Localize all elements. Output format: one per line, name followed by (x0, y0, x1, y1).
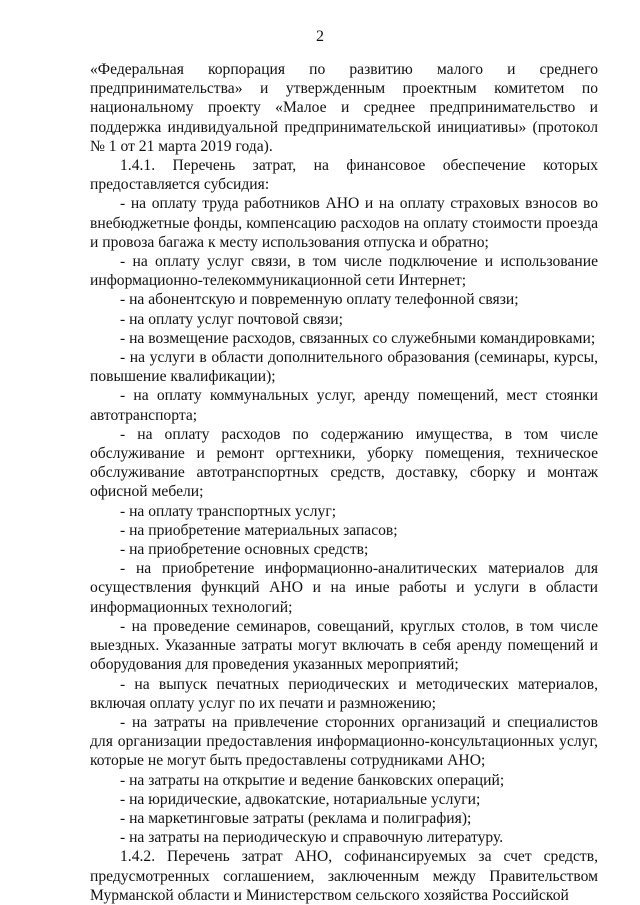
paragraph-1-4-2: 1.4.2. Перечень затрат АНО, софинансируемых за счет средств, предусмотренных соглашением, заключенным между Правительством Мурманской области и Министерством сельского хозяйства Российской (90, 848, 598, 904)
list-item: - на оплату коммунальных услуг, аренду помещений, мест стоянки автотранспорта; (90, 387, 598, 424)
list-item: - на маркетинговые затраты (реклама и полиграфия); (120, 809, 472, 827)
list-item: - на оплату услуг почтовой связи; (120, 310, 343, 328)
list-item: - на абонентскую и повременную оплату телефонной связи; (120, 291, 519, 309)
list-item: - на возмещение расходов, связанных со служебными командировками; (120, 329, 596, 347)
list-item: - на проведение семинаров, совещаний, круглых столов, в том числе выездных. Указанные затраты могут включать в себя аренду помещений и оборудования для проведения указанных мероприятий; (90, 617, 598, 674)
list-item: - на оплату расходов по содержанию имущества, в том числе обслуживание и ремонт оргтехники, уборку помещения, техническое обслуживание автотранспортных средств, доставку, сборку и монтаж офисной мебели; (90, 425, 598, 501)
list-item: - на затраты на открытие и ведение банковских операций; (120, 771, 505, 789)
list-item: - на приобретение информационно-аналитических материалов для осуществления функций АНО и на иные работы и услуги в области информационных технологий; (90, 560, 598, 616)
page-number: 2 (316, 28, 324, 45)
document-body (90, 60, 598, 905)
list-item: - на выпуск печатных периодических и методических материалов, включая оплату услуг по их печати и размножению; (90, 675, 598, 712)
list-item: - на приобретение основных средств; (120, 541, 369, 559)
paragraph-continuation: «Федеральная корпорация по развитию малого и среднего предпринимательства» и утвержденным проектным комитетом по национальному проекту «Малое и среднее предпринимательство и поддержка индивидуальной предпринимательской инициативы» (протокол № 1 от 21 марта 2019 года). (90, 61, 598, 155)
list-item: - на оплату услуг связи, в том числе подключение и использование информационно-телекоммуникационной сети Интернет; (90, 253, 598, 290)
list-item: - на юридические, адвокатские, нотариальные услуги; (120, 790, 481, 808)
list-item: - на затраты на привлечение сторонних организаций и специалистов для организации предоставления информационно-консультационных услуг, которые не могут быть предоставлены сотрудниками АНО; (90, 713, 598, 770)
paragraph-1-4-1-heading: 1.4.1. Перечень затрат, на финансовое обеспечение которых предоставляется субсидия: (90, 157, 598, 194)
list-item: - на услуги в области дополнительного образования (семинары, курсы, повышение квалификации); (90, 349, 598, 386)
list-item: - на затраты на периодическую и справочную литературу. (120, 829, 504, 847)
list-item: - на оплату транспортных услуг; (120, 502, 337, 520)
list-item: - на приобретение материальных запасов; (120, 521, 398, 539)
list-item: - на оплату труда работников АНО и на оплату страховых взносов во внебюджетные фонды, компенсацию расходов на оплату стоимости проезда и провоза багажа к месту использования отпуска и обратно; (90, 195, 598, 251)
